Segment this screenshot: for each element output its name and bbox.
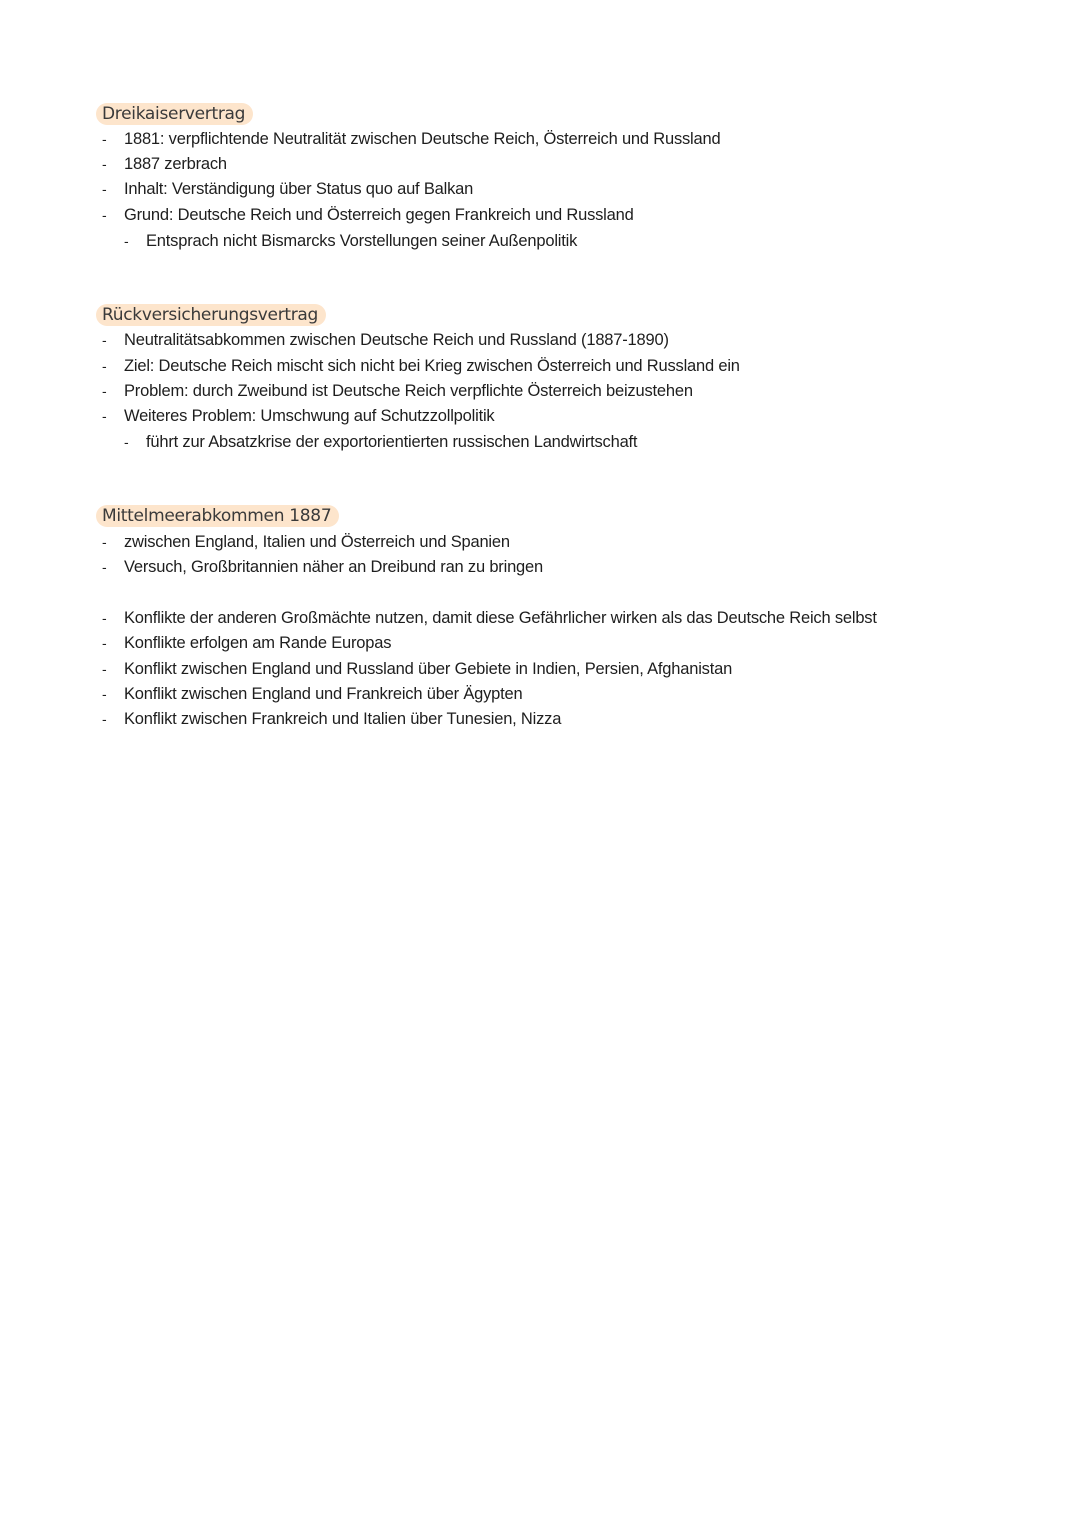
list-item-text: Neutralitätsabkommen zwischen Deutsche Reich und Russland (1887-1890)	[124, 331, 669, 349]
bullet-dash: -	[102, 661, 107, 677]
list-item	[102, 658, 733, 680]
list-item	[102, 531, 510, 553]
list-item	[102, 556, 543, 578]
list-item-text: führt zur Absatzkrise der exportorientierten russischen Landwirtschaft	[146, 433, 638, 451]
bullet-dash: -	[102, 686, 107, 702]
list-item-text: Weiteres Problem: Umschwung auf Schutzzollpolitik	[124, 407, 495, 425]
section-heading-mittelmeerabkommen: Mittelmeerabkommen 1887	[96, 505, 339, 527]
bullet-dash: -	[102, 181, 107, 197]
list-item-text: 1881: verpflichtende Neutralität zwischen Deutsche Reich, Österreich und Russland	[124, 130, 721, 148]
list-item-text: Ziel: Deutsche Reich mischt sich nicht bei Krieg zwischen Österreich und Russland ein	[124, 357, 740, 375]
list-item-text: zwischen England, Italien und Österreich und Spanien	[124, 533, 510, 551]
bullet-dash: -	[102, 534, 107, 550]
list-item	[102, 329, 669, 351]
list-item	[102, 355, 740, 377]
bullet-dash: -	[124, 434, 129, 450]
list-item	[102, 683, 523, 705]
list-item-text: Inhalt: Verständigung über Status quo auf Balkan	[124, 180, 474, 198]
list-item-text: Problem: durch Zweibund ist Deutsche Reich verpflichte Österreich beizustehen	[124, 382, 693, 400]
list-item	[102, 178, 474, 200]
bullet-dash: -	[102, 131, 107, 147]
list-item	[102, 607, 877, 629]
list-item-text: Konflikt zwischen England und Russland über Gebiete in Indien, Persien, Afghanistan	[124, 660, 733, 678]
list-item	[102, 380, 693, 402]
bullet-dash: -	[102, 156, 107, 172]
list-item	[102, 204, 634, 226]
bullet-dash: -	[102, 383, 107, 399]
bullet-dash: -	[102, 635, 107, 651]
sub-list-item	[124, 230, 578, 252]
list-item-text: Konflikt zwischen England und Frankreich über Ägypten	[124, 685, 523, 703]
section-heading-rueckversicherungsvertrag: Rückversicherungsvertrag	[96, 304, 326, 326]
list-item	[102, 153, 227, 175]
bullet-dash: -	[102, 332, 107, 348]
bullet-dash: -	[102, 358, 107, 374]
bullet-dash: -	[124, 233, 129, 249]
list-item-text: Konflikte der anderen Großmächte nutzen, damit diese Gefährlicher wirken als das Deutsche Reich selbst	[124, 609, 877, 627]
list-item	[102, 708, 562, 730]
list-item-text: Grund: Deutsche Reich und Österreich gegen Frankreich und Russland	[124, 206, 634, 224]
list-item	[102, 632, 392, 654]
list-item-text: Konflikte erfolgen am Rande Europas	[124, 634, 392, 652]
bullet-dash: -	[102, 711, 107, 727]
bullet-dash: -	[102, 207, 107, 223]
sub-list-item	[124, 431, 638, 453]
list-item	[102, 128, 721, 150]
list-item-text: Konflikt zwischen Frankreich und Italien über Tunesien, Nizza	[124, 710, 562, 728]
list-item-text: 1887 zerbrach	[124, 155, 227, 173]
bullet-dash: -	[102, 610, 107, 626]
list-item-text: Versuch, Großbritannien näher an Dreibund ran zu bringen	[124, 558, 543, 576]
list-item	[102, 405, 495, 427]
section-heading-dreikaiservertrag: Dreikaiservertrag	[96, 103, 253, 125]
list-item-text: Entsprach nicht Bismarcks Vorstellungen seiner Außenpolitik	[146, 232, 578, 250]
bullet-dash: -	[102, 559, 107, 575]
bullet-dash: -	[102, 408, 107, 424]
